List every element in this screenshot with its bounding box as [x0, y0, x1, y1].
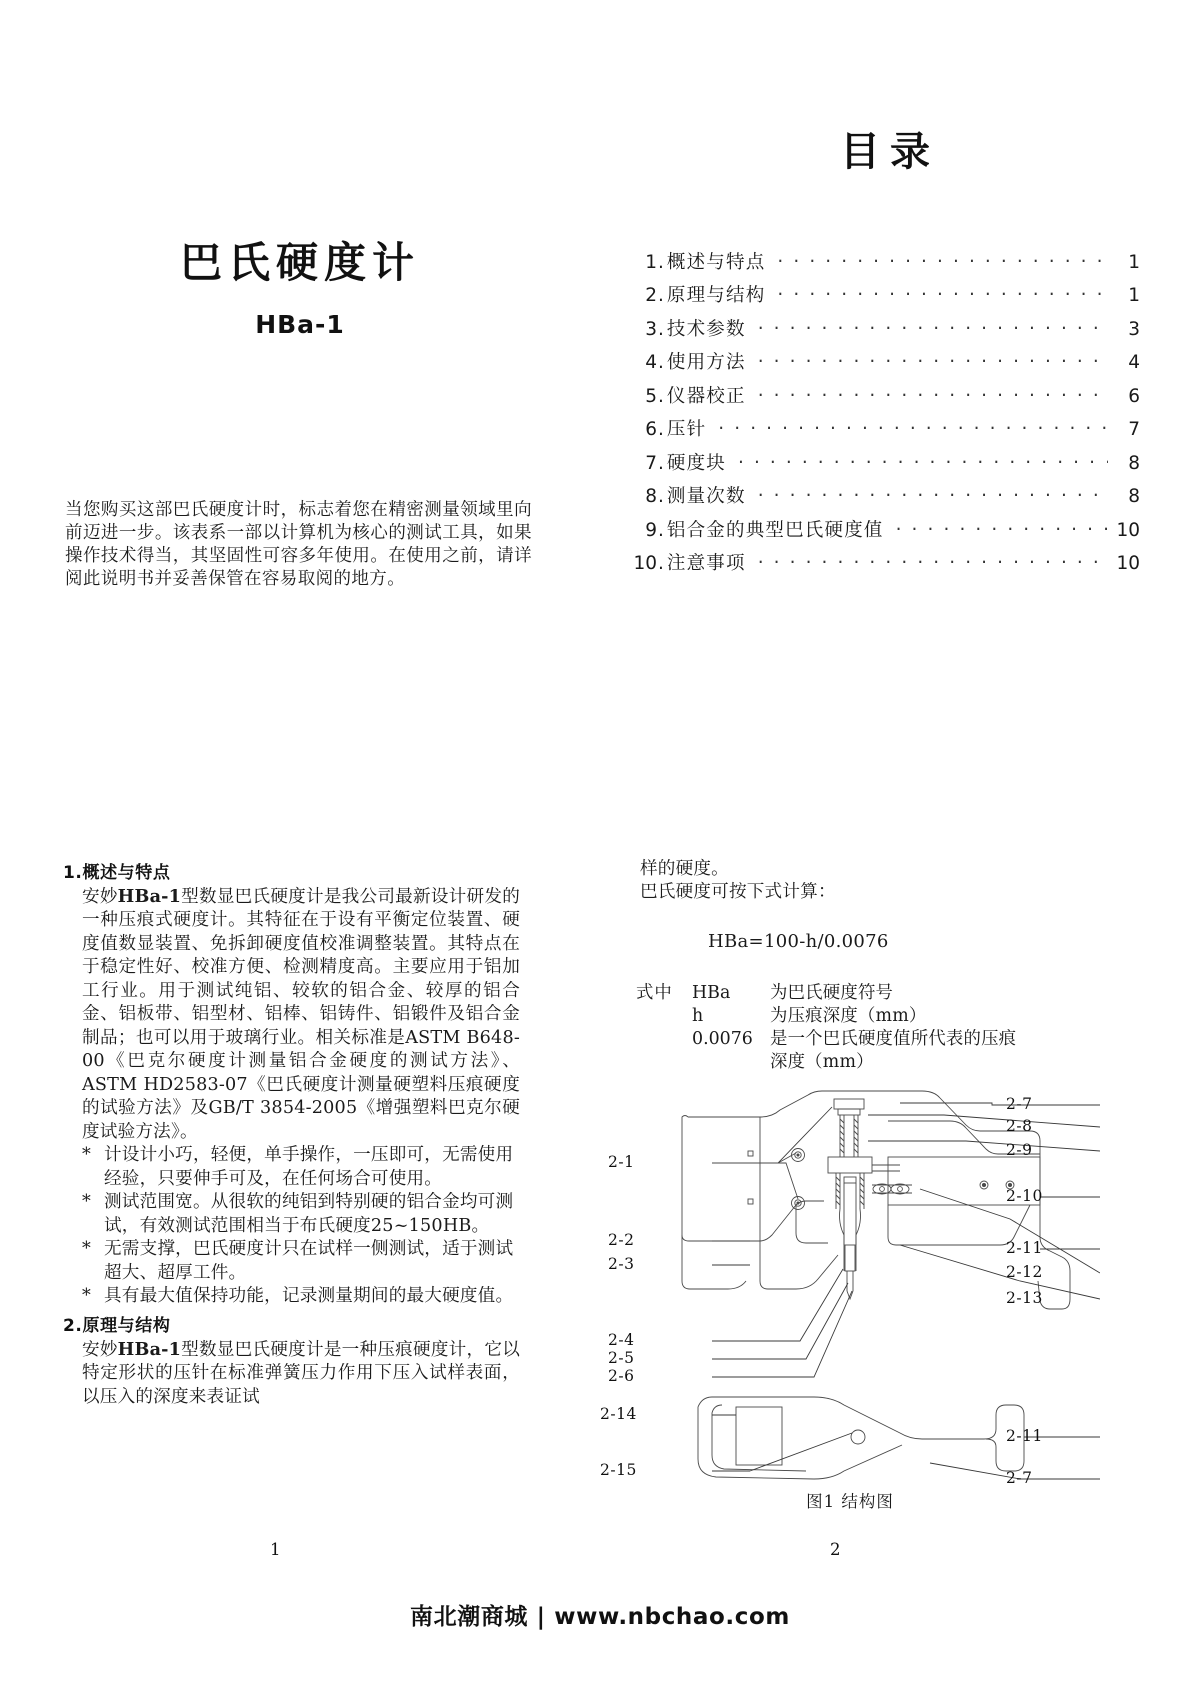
- section-1-bullet-text: 测试范围宽。从很软的纯铝到特别硬的铝合金均可测试，有效测试范围相当于布氏硬度25~150HB。: [104, 1192, 514, 1236]
- toc-entry-page: 8: [1128, 486, 1140, 507]
- toc-entry-number: 9: [645, 519, 657, 541]
- cover-block: [60, 120, 540, 591]
- section-1-bullet: [58, 1238, 520, 1285]
- toc-entry[interactable]: [630, 517, 1140, 551]
- body-column-right: [620, 858, 1090, 1075]
- figure-label-right: 2-11: [1006, 1427, 1043, 1445]
- toc-entry[interactable]: [630, 316, 1140, 350]
- page-number-left: 1: [270, 1540, 281, 1559]
- toc-dot-leader: [758, 316, 1108, 335]
- toc-number-dot: .: [658, 553, 664, 574]
- figure-label-right: 2-7: [1006, 1469, 1033, 1487]
- toc-entry[interactable]: [630, 350, 1140, 384]
- section-1-bullet: [58, 1191, 520, 1238]
- formula-legend-description: 是一个巴氏硬度值所代表的压痕: [770, 1029, 1017, 1050]
- toc-number-dot: .: [658, 452, 664, 474]
- formula-legend-symbol: 0.0076: [692, 1029, 753, 1050]
- formula-legend-row: [636, 982, 1090, 1005]
- table-of-contents: [630, 120, 1140, 584]
- toc-entry-page: 1: [1128, 251, 1140, 273]
- toc-entry[interactable]: [630, 484, 1140, 518]
- section-1-bullet-text: 计设计小巧，轻便，单手操作，一压即可，无需使用经验，只要伸手可及，在任何场合可使用。: [104, 1145, 514, 1189]
- toc-entry-label: 仪器校正: [666, 385, 746, 407]
- figure-label-right: 2-8: [1006, 1117, 1033, 1135]
- toc-entry-label: 使用方法: [666, 352, 746, 373]
- toc-entry-page: 7: [1128, 419, 1140, 440]
- toc-entry-label: 铝合金的典型巴氏硬度值: [666, 519, 884, 541]
- toc-dot-leader: [758, 484, 1108, 503]
- toc-entry[interactable]: [630, 283, 1140, 317]
- section-2-para-prefix: 安妙: [82, 1339, 118, 1360]
- toc-entry[interactable]: [630, 417, 1140, 451]
- toc-entry-label: 硬度块: [666, 452, 726, 474]
- toc-number-dot: .: [658, 519, 664, 541]
- figure-label-right: 2-10: [1006, 1187, 1043, 1205]
- right-continuation-line-1: 样的硬度。: [640, 859, 729, 879]
- section-1-bullet-text: 无需支撑，巴氏硬度计只在试样一侧测试，适于测试超大、超厚工件。: [104, 1239, 514, 1283]
- toc-entry[interactable]: [630, 551, 1140, 585]
- section-1-paragraph: [58, 885, 520, 1144]
- toc-dot-leader: [758, 383, 1108, 402]
- figure-label-right: 2-11: [1006, 1239, 1043, 1257]
- toc-dot-leader: [718, 417, 1108, 436]
- toc-entry[interactable]: [630, 383, 1140, 417]
- toc-number-dot: .: [658, 385, 664, 407]
- toc-dot-leader: [758, 350, 1108, 369]
- section-1-para-prefix: 安妙: [82, 887, 118, 907]
- formula-legend-symbol: HBa: [692, 982, 731, 1003]
- toc-entry-number: 4: [645, 352, 657, 373]
- section-1-para-body: 型数显巴氏硬度计是我公司最新设计研发的一种压痕式硬度计。其特征在于设有平衡定位装置、硬度值数显装置、免拆卸硬度值校准调整装置。其特点在于稳定性好、校准方便、检测精度高。主要应用于铝加工行业。用于测试纯铝、较软的铝合金、较厚的铝合金、铝板带、铝型材、铝棒、铝铸件、铝锻件及铝合金制品；也可以用于玻璃行业。相关标准是ASTM B648-00《巴克尔硬度计测量铝合金硬度的测试方法》、ASTM HD2583-07《巴氏硬度计测量硬塑料压痕硬度的试验方法》及GB/T 3854-2005《增强塑料巴克尔硬度试验方法》。: [82, 887, 520, 1142]
- section-2-paragraph: [58, 1338, 520, 1409]
- toc-dot-leader: [758, 551, 1108, 570]
- section-1-para-model: HBa-1: [117, 886, 182, 907]
- toc-entry-page: 8: [1128, 452, 1140, 474]
- figure-label-left: 2-1: [608, 1153, 635, 1171]
- toc-list: [630, 177, 1140, 584]
- formula-legend-row: [636, 1051, 1090, 1074]
- figure-label-left: 2-15: [600, 1461, 637, 1479]
- figure-label-left: 2-14: [600, 1405, 637, 1423]
- structure-diagram: [600, 1085, 1100, 1495]
- section-1-bullet: [58, 1285, 520, 1308]
- formula-legend-row: [636, 1005, 1090, 1028]
- bullet-star-icon: *: [82, 1145, 91, 1166]
- figure-label-left: 2-6: [608, 1367, 635, 1385]
- right-continuation-line-2: 巴氏硬度可按下式计算：: [640, 882, 836, 903]
- toc-entry-number: 3: [645, 318, 657, 340]
- formula-legend-description: 为巴氏硬度符号: [770, 982, 894, 1003]
- toc-entry-label: 测量次数: [666, 486, 746, 507]
- figure-label-right: 2-12: [1006, 1263, 1043, 1281]
- section-2-para-model: HBa-1: [117, 1338, 182, 1360]
- figure-label-right: 2-13: [1006, 1289, 1043, 1307]
- bullet-star-icon: *: [82, 1192, 91, 1213]
- toc-entry-number: 6: [645, 419, 657, 440]
- body-column-left: [58, 858, 520, 1409]
- toc-dot-leader: [777, 249, 1108, 268]
- figure-label-left: 2-4: [608, 1331, 635, 1349]
- section-2-heading: 2.原理与结构: [63, 1315, 171, 1336]
- toc-dot-leader: [896, 517, 1108, 536]
- cover-title: 巴氏硬度计: [179, 238, 420, 287]
- toc-heading: 目录: [840, 129, 940, 175]
- toc-entry-number: 8: [645, 486, 657, 507]
- toc-number-dot: .: [658, 318, 664, 340]
- toc-number-dot: .: [658, 419, 664, 440]
- toc-entry-number: 1: [645, 251, 657, 273]
- toc-entry-page: 4: [1128, 352, 1140, 373]
- figure-caption: 图1 结构图: [806, 1492, 894, 1511]
- figure-label-left: 2-2: [608, 1231, 635, 1249]
- toc-entry[interactable]: [630, 450, 1140, 484]
- toc-number-dot: .: [658, 486, 664, 507]
- toc-dot-leader: [777, 283, 1108, 302]
- toc-entry-label: 压针: [666, 419, 707, 440]
- page-number-right: 2: [830, 1540, 841, 1559]
- toc-entry-number: 5: [645, 385, 657, 407]
- bullet-star-icon: *: [82, 1239, 91, 1260]
- figure-label-right: 2-7: [1006, 1095, 1033, 1113]
- toc-entry-page: 3: [1128, 318, 1140, 340]
- section-1-bullet-text: 具有最大值保持功能，记录测量期间的最大硬度值。: [104, 1286, 514, 1307]
- formula-legend-symbol: h: [692, 1006, 704, 1027]
- toc-entry-number: 10: [633, 553, 657, 574]
- toc-entry-label: 技术参数: [666, 318, 746, 340]
- toc-entry-page: 10: [1116, 553, 1140, 574]
- toc-number-dot: .: [658, 352, 664, 373]
- toc-entry-label: 注意事项: [666, 553, 746, 574]
- formula-legend-row: [636, 1028, 1090, 1051]
- footer-watermark: 南北潮商城 | www.nbchao.com: [410, 1604, 790, 1630]
- cover-model: HBa-1: [255, 310, 345, 339]
- toc-entry-page: 1: [1128, 285, 1140, 306]
- toc-entry[interactable]: [630, 249, 1140, 283]
- toc-dot-leader: [738, 450, 1108, 469]
- toc-entry-label: 概述与特点: [666, 251, 766, 273]
- section-2-para-body: 型数显巴氏硬度计是一种压痕硬度计，它以特定形状的压针在标准弹簧压力作用下压入试样表面，以压入的深度来表证试: [82, 1339, 520, 1407]
- figure-label-right: 2-9: [1006, 1141, 1033, 1159]
- toc-entry-number: 2: [645, 285, 657, 306]
- toc-entry-label: 原理与结构: [666, 285, 766, 306]
- formula-legend: [620, 952, 1090, 1075]
- figure-label-left: 2-5: [608, 1349, 635, 1367]
- toc-number-dot: .: [658, 251, 664, 273]
- toc-entry-page: 6: [1128, 385, 1140, 407]
- section-1-heading: 1.概述与特点: [63, 863, 171, 883]
- hardness-formula: HBa=100-h/0.0076: [708, 930, 889, 952]
- bullet-star-icon: *: [82, 1286, 91, 1307]
- toc-number-dot: .: [658, 285, 664, 306]
- section-1-bullet: [58, 1144, 520, 1191]
- formula-legend-description-cont: 深度（mm）: [770, 1052, 874, 1073]
- figure-label-left: 2-3: [608, 1255, 635, 1273]
- formula-legend-description: 为压痕深度（mm）: [770, 1006, 927, 1027]
- formula-legend-label: 式中: [636, 982, 673, 1003]
- toc-entry-page: 10: [1116, 519, 1140, 541]
- toc-entry-number: 7: [645, 452, 657, 474]
- cover-intro-paragraph: 当您购买这部巴氏硬度计时，标志着您在精密测量领域里向前迈进一步。该表系一部以计算机为核心的测试工具，如果操作技术得当，其坚固性可容多年使用。在使用之前，请详阅此说明书并妥善保管在容易取阅的地方。: [65, 500, 532, 590]
